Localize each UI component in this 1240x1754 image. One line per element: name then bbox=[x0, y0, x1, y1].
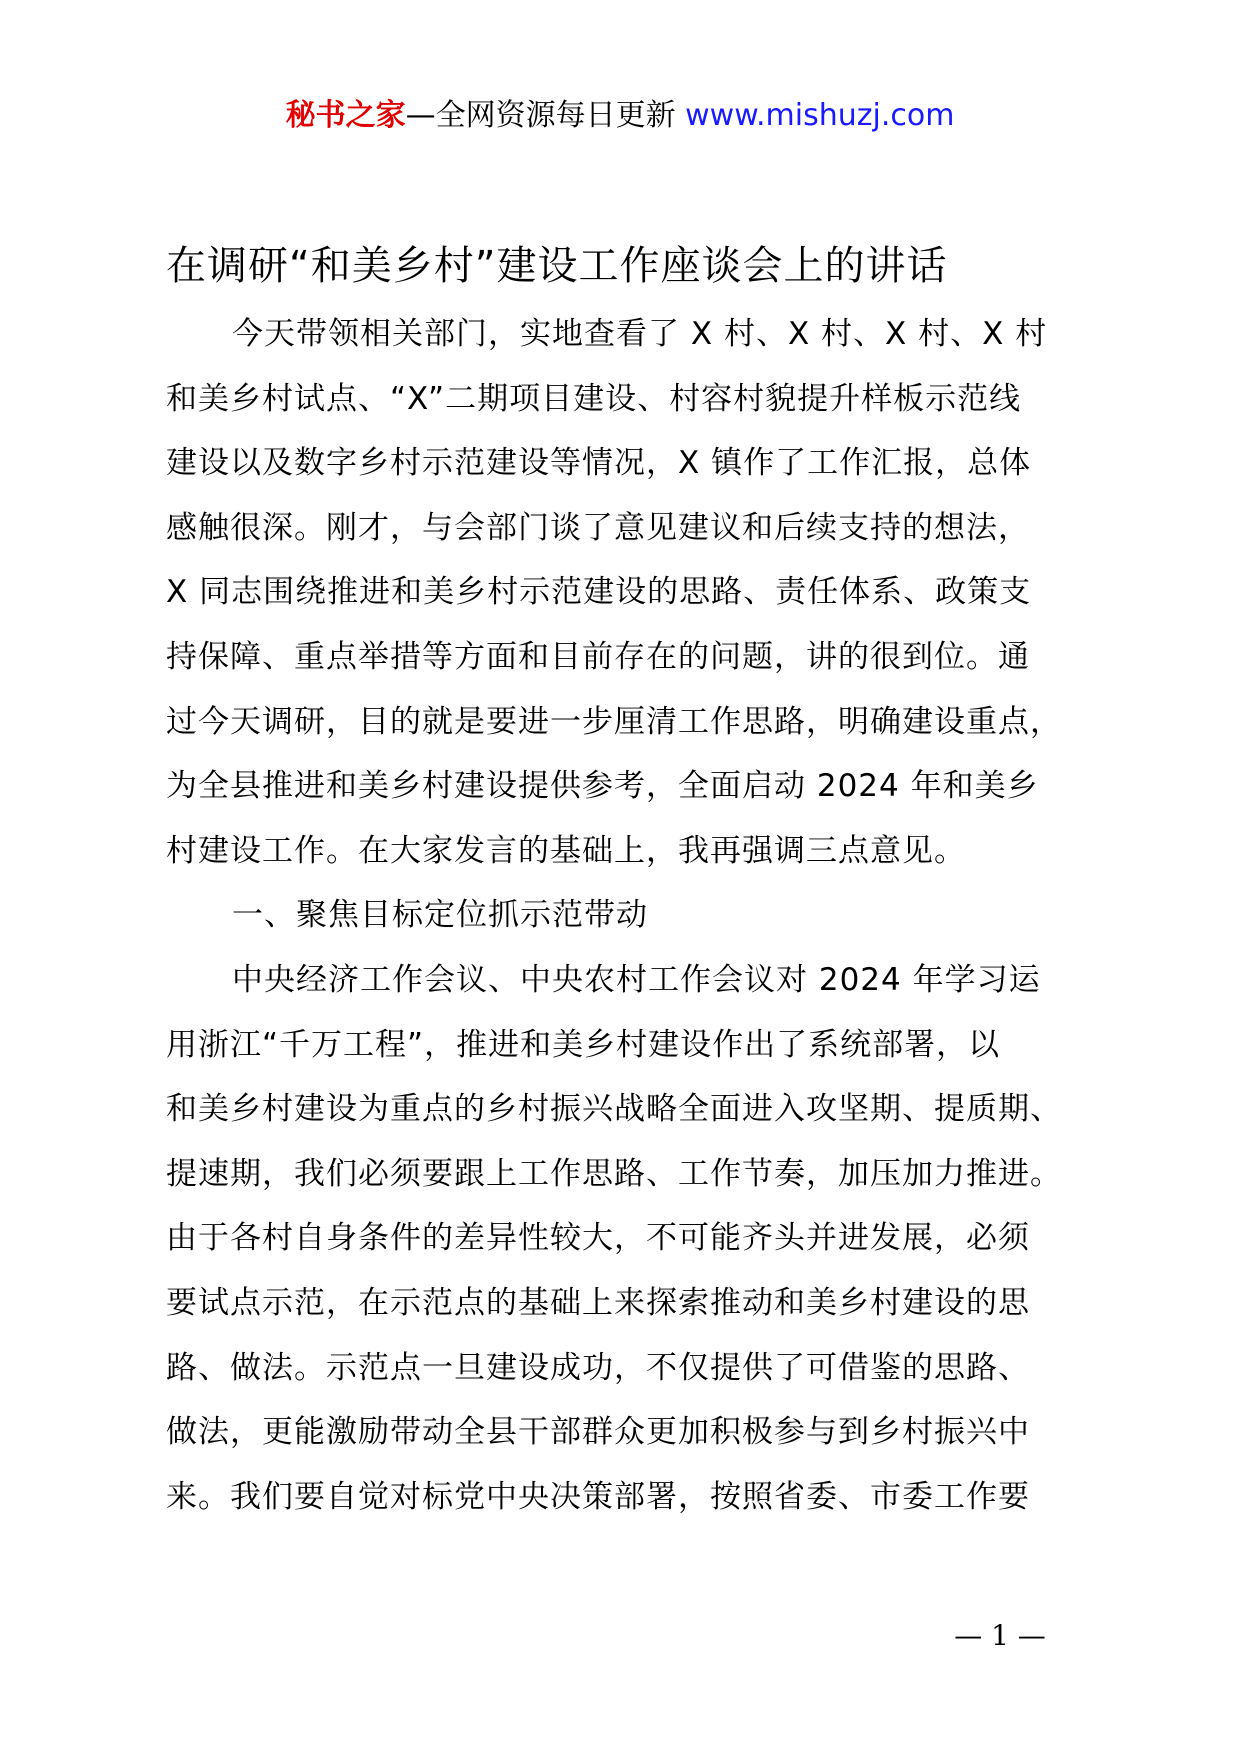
body-line: 中央经济工作会议、中央农村工作会议对 2024 年学习运 bbox=[232, 961, 1041, 998]
document-body bbox=[166, 302, 1126, 1529]
body-line: 建设以及数字乡村示范建设等情况，X 镇作了工作汇报，总体 bbox=[166, 445, 1032, 482]
body-line: 路、做法。示范点一旦建设成功，不仅提供了可借鉴的思路、 bbox=[166, 1349, 1030, 1386]
page-number: — 1 — bbox=[954, 1619, 1046, 1652]
body-line: 做法，更能激励带动全县干部群众更加积极参与到乡村振兴中 bbox=[166, 1414, 1030, 1451]
body-line: 感触很深。刚才，与会部门谈了意见建议和后续支持的想法， bbox=[166, 509, 1030, 546]
body-line: 过今天调研，目的就是要进一步厘清工作思路，明确建设重点， bbox=[166, 703, 1062, 740]
body-line: 来。我们要自觉对标党中央决策部署，按照省委、市委工作要 bbox=[166, 1478, 1030, 1515]
document-title: 在调研“和美乡村”建设工作座谈会上的讲话 bbox=[166, 243, 948, 289]
body-line: 用浙江“千万工程”，推进和美乡村建设作出了系统部署，以 bbox=[166, 1026, 1001, 1063]
body-line: 由于各村自身条件的差异性较大，不可能齐头并进发展，必须 bbox=[166, 1220, 1030, 1257]
body-line: X 同志围绕推进和美乡村示范建设的思路、责任体系、政策支 bbox=[166, 574, 1032, 611]
site-tagline: —全网资源每日更新 bbox=[405, 98, 686, 133]
body-line: 和美乡村建设为重点的乡村振兴战略全面进入攻坚期、提质期、 bbox=[166, 1091, 1062, 1128]
body-line: 持保障、重点举措等方面和目前存在的问题，讲的很到位。通 bbox=[166, 638, 1030, 675]
body-line: 要试点示范，在示范点的基础上来探索推动和美乡村建设的思 bbox=[166, 1284, 1030, 1321]
site-header bbox=[0, 96, 1240, 136]
site-url-link[interactable]: www.mishuzj.com bbox=[685, 98, 955, 133]
body-line: 村建设工作。在大家发言的基础上，我再强调三点意见。 bbox=[166, 832, 966, 869]
body-line: 和美乡村试点、“X”二期项目建设、村容村貌提升样板示范线 bbox=[166, 380, 1022, 417]
body-line: 提速期，我们必须要跟上工作思路、工作节奏，加压加力推进。 bbox=[166, 1155, 1062, 1192]
body-line: 为全县推进和美乡村建设提供参考，全面启动 2024 年和美乡 bbox=[166, 768, 1039, 805]
site-brand: 秘书之家 bbox=[285, 98, 406, 133]
section-heading: 一、聚焦目标定位抓示范带动 bbox=[232, 897, 648, 934]
body-line: 今天带领相关部门，实地查看了 X 村、X 村、X 村、X 村 bbox=[232, 316, 1048, 352]
